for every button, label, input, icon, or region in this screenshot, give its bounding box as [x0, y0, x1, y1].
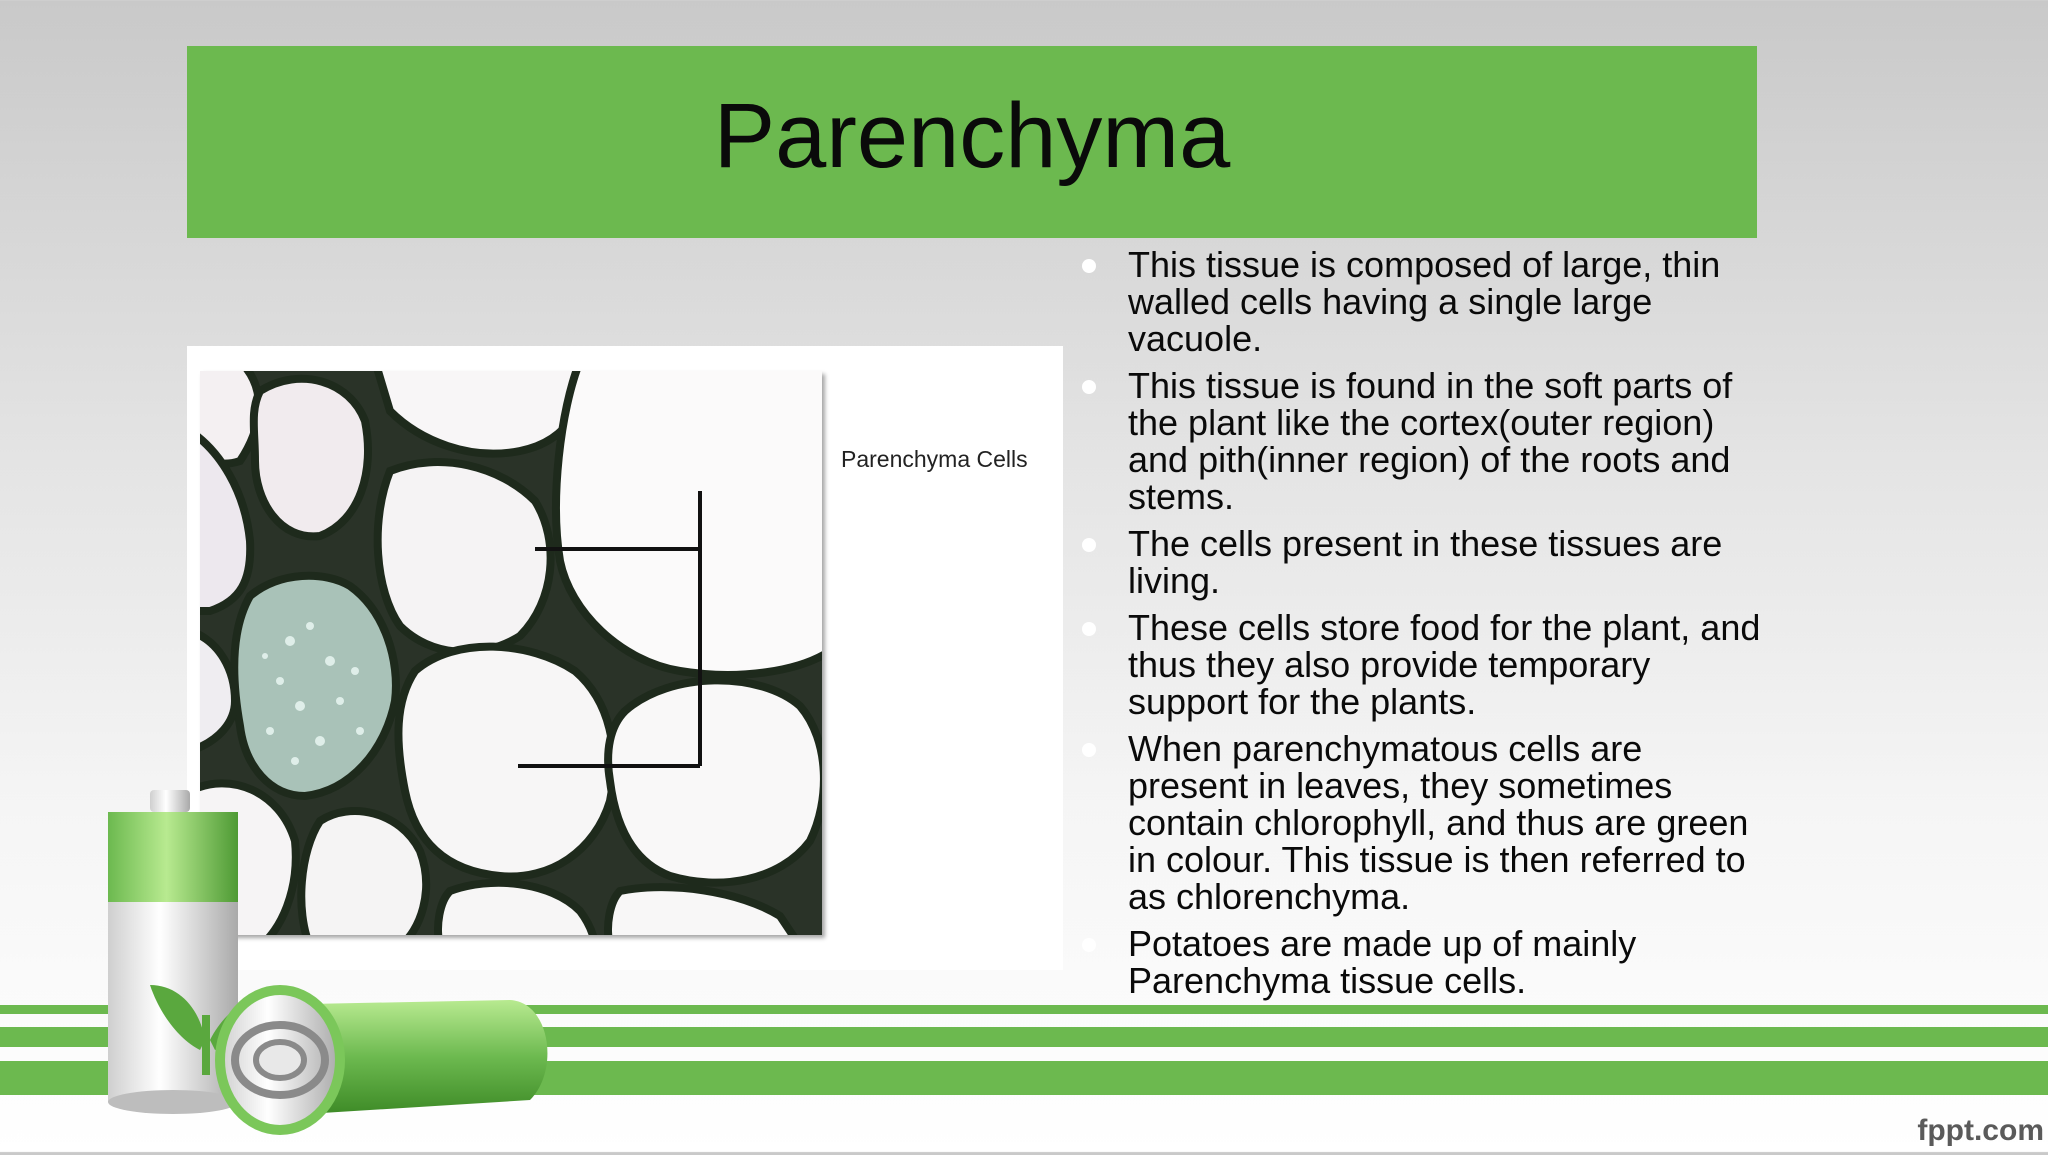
- title-banner: [187, 46, 1757, 238]
- bullet-text: These cells store food for the plant, and thus they also provide temporary support for the plants.: [1128, 607, 1761, 722]
- bullet-dot-icon: [1082, 380, 1096, 394]
- bullet-text: When parenchymatous cells are present in leaves, they sometimes contain chlorophyll, and thus are green in colour. This tissue is then referred to as chlorenchyma.: [1128, 728, 1749, 917]
- bullet-dot-icon: [1082, 938, 1096, 952]
- bullet-item: [1080, 730, 1770, 915]
- bullet-dot-icon: [1082, 743, 1096, 757]
- bullet-item: [1080, 925, 1770, 999]
- bullet-text: This tissue is composed of large, thin walled cells having a single large vacuole.: [1128, 244, 1721, 359]
- bullet-text: This tissue is found in the soft parts of the plant like the cortex(outer region) and pith(inner region) of the roots and stems.: [1128, 365, 1733, 517]
- bullet-item: [1080, 246, 1770, 357]
- bullet-list: [1080, 246, 1770, 1009]
- bullet-item: [1080, 525, 1770, 599]
- bullet-text: Potatoes are made up of mainly Parenchyma tissue cells.: [1128, 923, 1637, 1001]
- bullet-text: The cells present in these tissues are living.: [1128, 523, 1723, 601]
- bullet-dot-icon: [1082, 538, 1096, 552]
- bullet-item: [1080, 367, 1770, 515]
- battery-illustration: [90, 770, 570, 1150]
- bullet-dot-icon: [1082, 259, 1096, 273]
- figure-label: Parenchyma Cells: [841, 446, 1028, 472]
- bullet-item: [1080, 609, 1770, 720]
- bullet-dot-icon: [1082, 622, 1096, 636]
- slide-title: Parenchyma: [713, 84, 1231, 187]
- footer-brand: fppt.com: [1917, 1114, 2044, 1147]
